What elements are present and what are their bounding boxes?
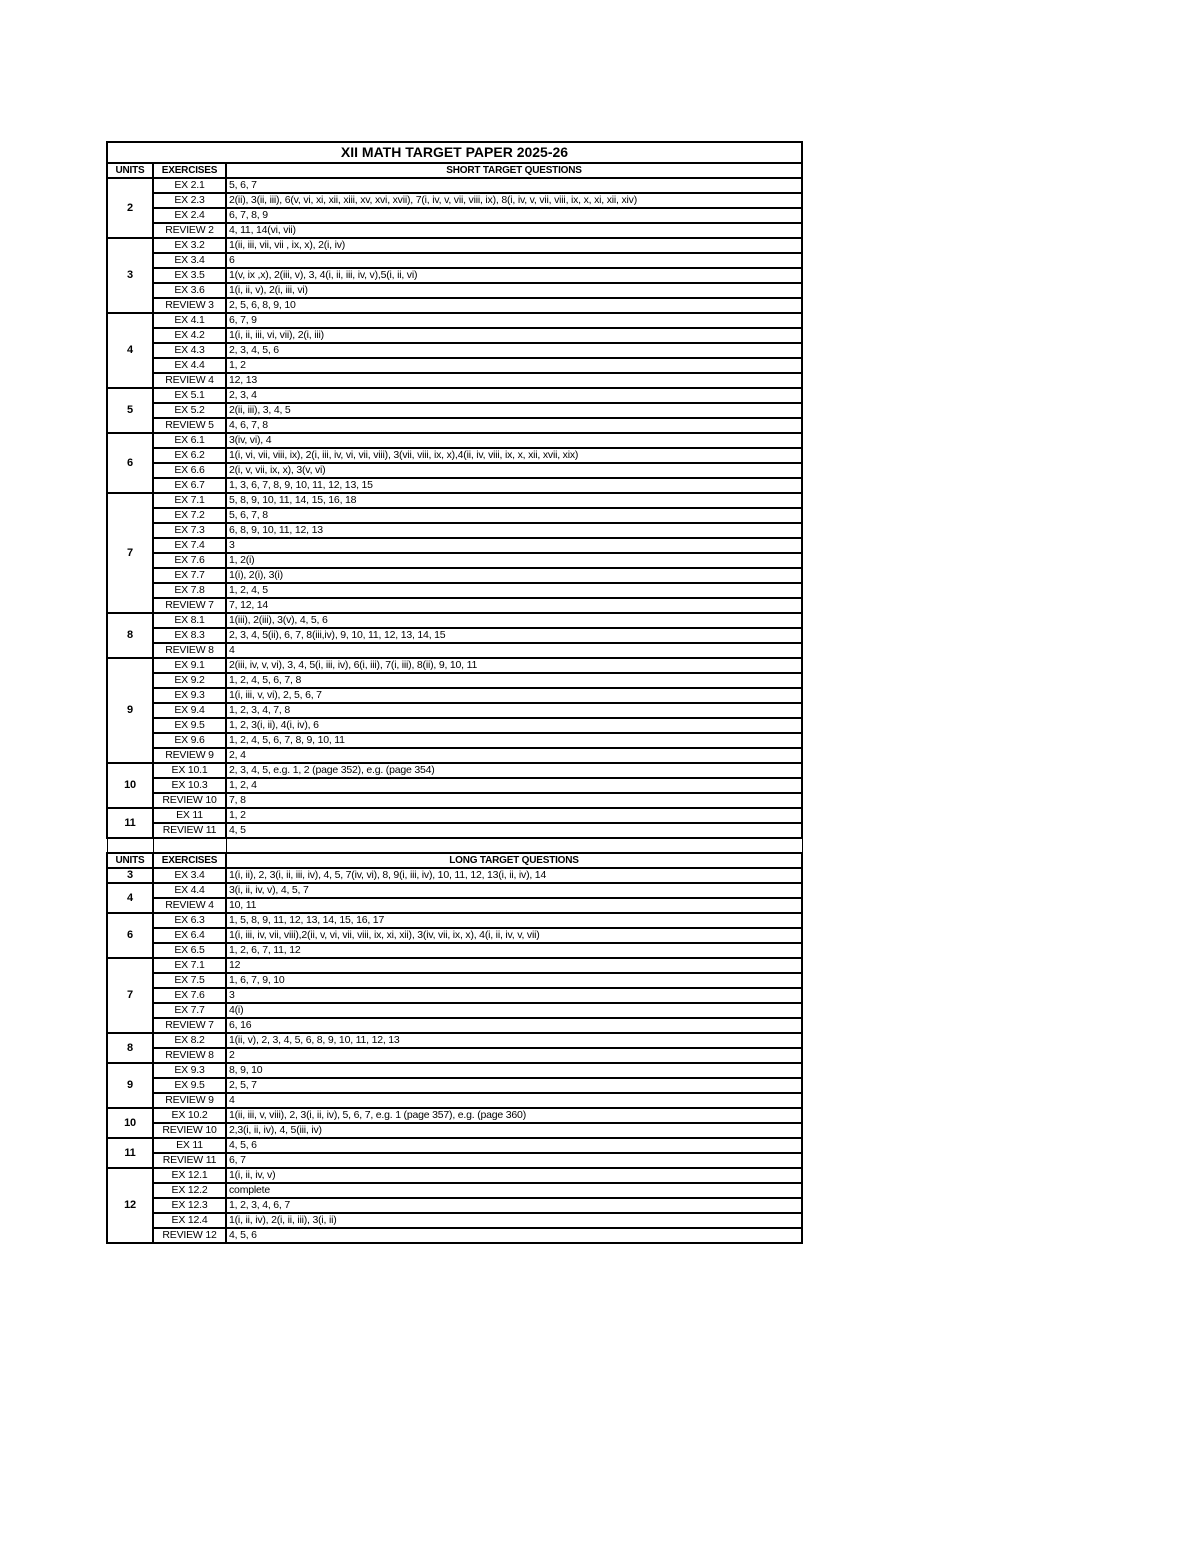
questions-cell: 1, 2, 4, 5 [226, 583, 802, 598]
table-row [107, 913, 802, 928]
unit-cell: 11 [107, 1138, 153, 1168]
unit-cell: 3 [107, 238, 153, 313]
questions-cell: 4, 5, 6 [226, 1228, 802, 1243]
exercise-cell: REVIEW 2 [153, 223, 226, 238]
table-row [107, 1123, 802, 1138]
long-header-row [107, 853, 802, 868]
exercise-cell: REVIEW 10 [153, 793, 226, 808]
exercise-cell: REVIEW 8 [153, 1048, 226, 1063]
questions-cell: 1, 2 [226, 358, 802, 373]
exercise-cell: EX 7.4 [153, 538, 226, 553]
table-row [107, 538, 802, 553]
questions-cell: 5, 6, 7 [226, 178, 802, 193]
unit-cell: 7 [107, 958, 153, 1033]
exercise-cell: REVIEW 11 [153, 823, 226, 838]
questions-cell: 8, 9, 10 [226, 1063, 802, 1078]
exercise-cell: EX 8.1 [153, 613, 226, 628]
questions-cell: 2, 5, 7 [226, 1078, 802, 1093]
separator-row [107, 838, 802, 853]
table-row [107, 1213, 802, 1228]
exercise-cell: EX 9.3 [153, 688, 226, 703]
table-row [107, 208, 802, 223]
questions-cell: 2 [226, 1048, 802, 1063]
questions-cell: 1, 2, 6, 7, 11, 12 [226, 943, 802, 958]
exercise-cell: EX 10.3 [153, 778, 226, 793]
unit-cell: 10 [107, 1108, 153, 1138]
questions-cell: 12, 13 [226, 373, 802, 388]
questions-cell: 1, 3, 6, 7, 8, 9, 10, 11, 12, 13, 15 [226, 478, 802, 493]
questions-cell: 1(i, ii, iii, vi, vii), 2(i, iii) [226, 328, 802, 343]
questions-cell: 1(i, ii, iv), 2(i, ii, iii), 3(i, ii) [226, 1213, 802, 1228]
table-row [107, 583, 802, 598]
table-row [107, 1018, 802, 1033]
questions-cell: 5, 8, 9, 10, 11, 14, 15, 16, 18 [226, 493, 802, 508]
table-row [107, 358, 802, 373]
exercise-cell: EX 8.2 [153, 1033, 226, 1048]
questions-cell: 1, 2, 4, 5, 6, 7, 8, 9, 10, 11 [226, 733, 802, 748]
table-row [107, 463, 802, 478]
questions-cell: 1(i, iii, iv, vii, viii),2(ii, v, vi, vii, viii, ix, xi, xii), 3(iv, vii, ix, x), 4(i, ii, iv, v, vii) [226, 928, 802, 943]
exercise-cell: EX 7.5 [153, 973, 226, 988]
table-row [107, 328, 802, 343]
empty-cell [226, 838, 802, 853]
unit-cell: 8 [107, 1033, 153, 1063]
empty-cell [107, 838, 153, 853]
table-row [107, 1048, 802, 1063]
unit-cell: 10 [107, 763, 153, 808]
table-row [107, 1183, 802, 1198]
questions-cell: 2(i, v, vii, ix, x), 3(v, vi) [226, 463, 802, 478]
exercise-cell: EX 6.1 [153, 433, 226, 448]
table-row [107, 673, 802, 688]
exercise-cell: EX 9.1 [153, 658, 226, 673]
table-row [107, 268, 802, 283]
exercise-cell: EX 12.3 [153, 1198, 226, 1213]
questions-cell: 4(i) [226, 1003, 802, 1018]
questions-cell: 4 [226, 1093, 802, 1108]
exercise-cell: EX 4.1 [153, 313, 226, 328]
empty-cell [153, 838, 226, 853]
exercise-cell: REVIEW 11 [153, 1153, 226, 1168]
questions-cell: 1(ii, iii, vii, vii , ix, x), 2(i, iv) [226, 238, 802, 253]
exercise-cell: EX 6.5 [153, 943, 226, 958]
exercise-cell: EX 12.4 [153, 1213, 226, 1228]
questions-cell: 12 [226, 958, 802, 973]
table-row [107, 403, 802, 418]
exercise-cell: EX 4.4 [153, 358, 226, 373]
table-row [107, 643, 802, 658]
questions-cell: 4, 11, 14(vi, vii) [226, 223, 802, 238]
exercise-cell: EX 7.1 [153, 958, 226, 973]
questions-cell: 7, 12, 14 [226, 598, 802, 613]
table-row [107, 1168, 802, 1183]
table-row [107, 748, 802, 763]
questions-cell: 2, 3, 4 [226, 388, 802, 403]
unit-cell: 3 [107, 868, 153, 883]
table-row [107, 283, 802, 298]
unit-cell: 2 [107, 178, 153, 238]
questions-cell: 6, 7, 8, 9 [226, 208, 802, 223]
units-header: UNITS [107, 853, 153, 868]
questions-cell: 1(ii, v), 2, 3, 4, 5, 6, 8, 9, 10, 11, 12, 13 [226, 1033, 802, 1048]
questions-cell: 6, 16 [226, 1018, 802, 1033]
unit-cell: 12 [107, 1168, 153, 1243]
questions-cell: 6, 7 [226, 1153, 802, 1168]
table-row [107, 193, 802, 208]
exercise-cell: EX 3.4 [153, 253, 226, 268]
table-row [107, 958, 802, 973]
exercise-cell: EX 9.4 [153, 703, 226, 718]
exercise-cell: EX 9.6 [153, 733, 226, 748]
table-row [107, 178, 802, 193]
table-row [107, 928, 802, 943]
questions-cell: 6, 8, 9, 10, 11, 12, 13 [226, 523, 802, 538]
exercise-cell: EX 5.1 [153, 388, 226, 403]
questions-cell: 1(i, ii, iv, v) [226, 1168, 802, 1183]
exercise-cell: EX 10.2 [153, 1108, 226, 1123]
questions-cell: 2, 4 [226, 748, 802, 763]
short-header-row [107, 163, 802, 178]
table-row [107, 553, 802, 568]
questions-cell: 4, 6, 7, 8 [226, 418, 802, 433]
table-row [107, 493, 802, 508]
exercise-cell: EX 7.3 [153, 523, 226, 538]
exercise-cell: EX 7.7 [153, 1003, 226, 1018]
table-row [107, 1093, 802, 1108]
exercise-cell: EX 4.3 [153, 343, 226, 358]
table-row [107, 298, 802, 313]
table-row [107, 1003, 802, 1018]
exercise-cell: EX 6.4 [153, 928, 226, 943]
table-row [107, 223, 802, 238]
table-row [107, 238, 802, 253]
questions-cell: 1, 2(i) [226, 553, 802, 568]
exercise-cell: EX 9.3 [153, 1063, 226, 1078]
unit-cell: 7 [107, 493, 153, 613]
table-row [107, 988, 802, 1003]
exercise-cell: EX 3.4 [153, 868, 226, 883]
table-row [107, 898, 802, 913]
exercise-cell: EX 10.1 [153, 763, 226, 778]
questions-cell: 1(i, iii, v, vi), 2, 5, 6, 7 [226, 688, 802, 703]
exercise-cell: EX 4.2 [153, 328, 226, 343]
exercise-cell: REVIEW 7 [153, 598, 226, 613]
table-row [107, 343, 802, 358]
exercise-cell: REVIEW 4 [153, 898, 226, 913]
questions-cell: 1, 2, 3(i, ii), 4(i, iv), 6 [226, 718, 802, 733]
exercise-cell: EX 9.5 [153, 718, 226, 733]
questions-cell: 2(ii, iii), 3, 4, 5 [226, 403, 802, 418]
questions-cell: 2(ii), 3(ii, iii), 6(v, vi, xi, xii, xiii, xv, xvi, xvii), 7(i, iv, v, vii, viii, ix), 8(i, iv, v, vii, viii, ix, x, xi, xii, xiv) [226, 193, 802, 208]
table-row [107, 1108, 802, 1123]
exercise-cell: EX 7.8 [153, 583, 226, 598]
questions-cell: 3(i, ii, iv, v), 4, 5, 7 [226, 883, 802, 898]
questions-cell: 1(i, ii), 2, 3(i, ii, iii, iv), 4, 5, 7(iv, vi), 8, 9(i, iii, iv), 10, 11, 12, 13(i, ii, iv), 14 [226, 868, 802, 883]
long-questions-header: LONG TARGET QUESTIONS [226, 853, 802, 868]
exercise-cell: EX 6.3 [153, 913, 226, 928]
unit-cell: 6 [107, 913, 153, 958]
exercise-cell: EX 7.6 [153, 988, 226, 1003]
exercise-cell: REVIEW 8 [153, 643, 226, 658]
exercise-cell: REVIEW 12 [153, 1228, 226, 1243]
table-row [107, 733, 802, 748]
unit-cell: 9 [107, 1063, 153, 1108]
table-row [107, 568, 802, 583]
questions-cell: 5, 6, 7, 8 [226, 508, 802, 523]
exercise-cell: REVIEW 10 [153, 1123, 226, 1138]
table-row [107, 523, 802, 538]
questions-cell: 1(ii, iii, v, viii), 2, 3(i, ii, iv), 5, 6, 7, e.g. 1 (page 357), e.g. (page 360) [226, 1108, 802, 1123]
table-row [107, 1138, 802, 1153]
questions-cell: 1(i, vi, vii, viii, ix), 2(i, iii, iv, vi, vii, viii), 3(vii, viii, ix, x),4(ii, iv, viii, ix, x, xii, xvii, xix) [226, 448, 802, 463]
table-row [107, 1228, 802, 1243]
table-row [107, 373, 802, 388]
exercise-cell: EX 8.3 [153, 628, 226, 643]
units-header: UNITS [107, 163, 153, 178]
exercise-cell: EX 9.2 [153, 673, 226, 688]
table-row [107, 823, 802, 838]
table-row [107, 973, 802, 988]
exercise-cell: EX 4.4 [153, 883, 226, 898]
questions-cell: 7, 8 [226, 793, 802, 808]
questions-cell: 6 [226, 253, 802, 268]
questions-cell: 2, 3, 4, 5, 6 [226, 343, 802, 358]
unit-cell: 9 [107, 658, 153, 763]
table-row [107, 883, 802, 898]
exercise-cell: EX 3.2 [153, 238, 226, 253]
table-row [107, 868, 802, 883]
exercises-header: EXERCISES [153, 163, 226, 178]
exercise-cell: EX 7.7 [153, 568, 226, 583]
exercise-cell: REVIEW 3 [153, 298, 226, 313]
table-row [107, 313, 802, 328]
questions-cell: 1(i, ii, v), 2(i, iii, vi) [226, 283, 802, 298]
questions-cell: 10, 11 [226, 898, 802, 913]
page-title: XII MATH TARGET PAPER 2025-26 [107, 142, 802, 163]
table-row [107, 598, 802, 613]
table-row [107, 1153, 802, 1168]
exercise-cell: EX 3.5 [153, 268, 226, 283]
questions-cell: 4, 5, 6 [226, 1138, 802, 1153]
questions-cell: 1, 2, 4 [226, 778, 802, 793]
table-row [107, 778, 802, 793]
table-row [107, 688, 802, 703]
exercise-cell: REVIEW 7 [153, 1018, 226, 1033]
questions-cell: 1, 5, 8, 9, 11, 12, 13, 14, 15, 16, 17 [226, 913, 802, 928]
questions-cell: 1(v, ix ,x), 2(iii, v), 3, 4(i, ii, iii, iv, v),5(i, ii, vi) [226, 268, 802, 283]
table-row [107, 658, 802, 673]
exercise-cell: EX 11 [153, 808, 226, 823]
exercise-cell: EX 7.2 [153, 508, 226, 523]
unit-cell: 8 [107, 613, 153, 658]
unit-cell: 11 [107, 808, 153, 838]
questions-cell: 2, 3, 4, 5(ii), 6, 7, 8(iii,iv), 9, 10, 11, 12, 13, 14, 15 [226, 628, 802, 643]
target-paper-table [106, 141, 803, 1244]
table-row [107, 793, 802, 808]
questions-cell: 4 [226, 643, 802, 658]
exercise-cell: EX 6.2 [153, 448, 226, 463]
unit-cell: 4 [107, 883, 153, 913]
table-row [107, 763, 802, 778]
questions-cell: 2,3(i, ii, iv), 4, 5(iii, iv) [226, 1123, 802, 1138]
table-row [107, 718, 802, 733]
questions-cell: 2, 5, 6, 8, 9, 10 [226, 298, 802, 313]
table-body [107, 142, 802, 1243]
questions-cell: 3(iv, vi), 4 [226, 433, 802, 448]
questions-cell: 1, 2 [226, 808, 802, 823]
unit-cell: 6 [107, 433, 153, 493]
exercise-cell: EX 7.1 [153, 493, 226, 508]
exercise-cell: EX 3.6 [153, 283, 226, 298]
table-row [107, 508, 802, 523]
questions-cell: 1, 2, 3, 4, 7, 8 [226, 703, 802, 718]
exercise-cell: EX 6.6 [153, 463, 226, 478]
table-row [107, 1033, 802, 1048]
table-row [107, 448, 802, 463]
exercise-cell: REVIEW 9 [153, 1093, 226, 1108]
exercise-cell: REVIEW 5 [153, 418, 226, 433]
exercise-cell: EX 2.3 [153, 193, 226, 208]
exercise-cell: EX 11 [153, 1138, 226, 1153]
unit-cell: 4 [107, 313, 153, 388]
table-row [107, 253, 802, 268]
table-row [107, 628, 802, 643]
table-row [107, 1063, 802, 1078]
table-row [107, 1198, 802, 1213]
table-row [107, 943, 802, 958]
questions-cell: 1(i), 2(i), 3(i) [226, 568, 802, 583]
exercises-header: EXERCISES [153, 853, 226, 868]
questions-cell: 2(iii, iv, v, vi), 3, 4, 5(i, iii, iv), 6(i, iii), 7(i, iii), 8(ii), 9, 10, 11 [226, 658, 802, 673]
exercise-cell: EX 6.7 [153, 478, 226, 493]
exercise-cell: EX 2.4 [153, 208, 226, 223]
table-row [107, 388, 802, 403]
exercise-cell: REVIEW 9 [153, 748, 226, 763]
table-row [107, 808, 802, 823]
exercise-cell: EX 5.2 [153, 403, 226, 418]
exercise-cell: EX 9.5 [153, 1078, 226, 1093]
questions-cell: 1, 2, 4, 5, 6, 7, 8 [226, 673, 802, 688]
questions-cell: 4, 5 [226, 823, 802, 838]
exercise-cell: REVIEW 4 [153, 373, 226, 388]
table-row [107, 478, 802, 493]
table-row [107, 613, 802, 628]
questions-cell: complete [226, 1183, 802, 1198]
title-row [107, 142, 802, 163]
questions-cell: 3 [226, 988, 802, 1003]
unit-cell: 5 [107, 388, 153, 433]
table-row [107, 418, 802, 433]
exercise-cell: EX 12.2 [153, 1183, 226, 1198]
exercise-cell: EX 2.1 [153, 178, 226, 193]
questions-cell: 3 [226, 538, 802, 553]
table-row [107, 703, 802, 718]
short-questions-header: SHORT TARGET QUESTIONS [226, 163, 802, 178]
table-row [107, 433, 802, 448]
questions-cell: 1, 6, 7, 9, 10 [226, 973, 802, 988]
questions-cell: 1(iii), 2(iii), 3(v), 4, 5, 6 [226, 613, 802, 628]
questions-cell: 6, 7, 9 [226, 313, 802, 328]
table-row [107, 1078, 802, 1093]
exercise-cell: EX 7.6 [153, 553, 226, 568]
exercise-cell: EX 12.1 [153, 1168, 226, 1183]
questions-cell: 1, 2, 3, 4, 6, 7 [226, 1198, 802, 1213]
questions-cell: 2, 3, 4, 5, e.g. 1, 2 (page 352), e.g. (page 354) [226, 763, 802, 778]
